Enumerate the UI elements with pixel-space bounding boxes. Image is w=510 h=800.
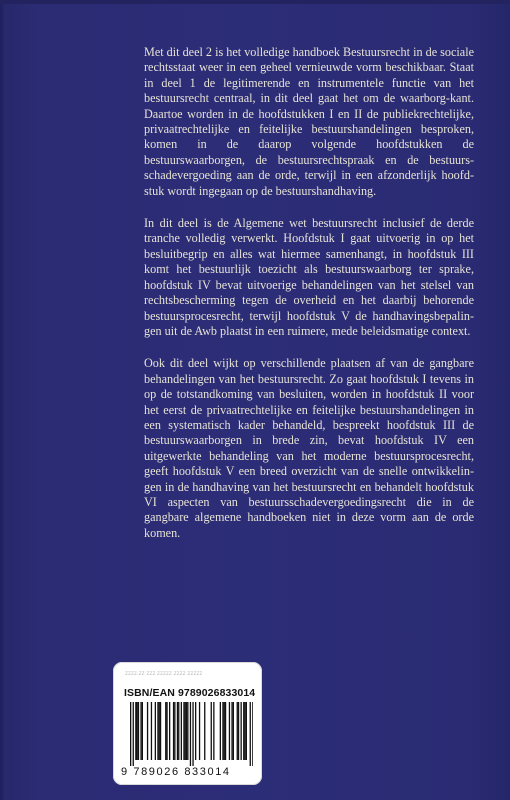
barcode-digits: 9 789026 833014 xyxy=(121,766,231,778)
barcode-bar xyxy=(160,702,161,760)
barcode-bar xyxy=(237,702,238,760)
barcode-bar xyxy=(130,702,131,766)
barcode-bar xyxy=(187,702,188,760)
barcode-sticker xyxy=(113,662,262,785)
barcode-bar xyxy=(229,702,230,760)
barcode-bar xyxy=(140,702,141,760)
sticker-faint-text: zzzz.zz zzz zzzzz zzzz zzzzz xyxy=(125,671,203,677)
barcode-bar xyxy=(155,702,156,760)
barcode-bar xyxy=(159,702,160,760)
barcode-bar xyxy=(178,702,179,760)
barcode-bar xyxy=(238,702,239,760)
barcode-bar xyxy=(157,702,158,760)
barcode-bar xyxy=(174,702,175,760)
barcode-bar xyxy=(166,702,167,760)
barcode-bar xyxy=(142,702,143,760)
barcode-bar xyxy=(151,702,152,760)
barcode-bar xyxy=(199,702,200,760)
barcode-bar xyxy=(252,702,253,766)
barcode-bar xyxy=(185,702,186,760)
barcode-bar xyxy=(195,702,196,760)
barcode-bar xyxy=(135,702,136,760)
blurb-text xyxy=(144,45,474,558)
barcode-icon xyxy=(123,702,253,766)
barcode-bar xyxy=(233,702,234,760)
barcode-bar xyxy=(213,702,214,760)
blurb-paragraph-3: Ook dit deel wijkt op verschillende plaatsen af van de gangbare behandelingen van het bestuursrecht. Zo gaat hoofdstuk I tevens in op de totstandkoming van besluiten, worden in hoofdstuk II voor het eerst de privaatrechtelijke en feitelijke bestuurshandelingen in een systematisch kader behandeld, bespreekt hoofdstuk III de bestuurswaarborgen in brede zin, bevat hoofdstuk IV een uitgewerkte behandeling van het moderne bestuursprocesrecht, geeft hoofdstuk V een breed overzicht van de snelle ontwikkelingen in de handhaving van het bestuursrecht en behandelt hoofdstuk VI aspecten van bestuursschadevergoedingsrecht die in de gangbare algemene handboeken niet in deze vorm aan de orde komen. xyxy=(144,356,474,540)
barcode-bar xyxy=(241,702,242,760)
barcode-bar xyxy=(211,702,212,760)
barcode-bar xyxy=(137,702,138,760)
spine-edge xyxy=(0,0,6,800)
barcode-bar xyxy=(169,702,170,760)
barcode-bar xyxy=(220,702,221,760)
barcode-bar xyxy=(204,702,205,760)
barcode-bar xyxy=(192,702,193,766)
barcode-bar xyxy=(147,702,148,760)
barcode-bar xyxy=(224,702,225,760)
barcode-bar xyxy=(246,702,247,760)
blurb-paragraph-2: In dit deel is de Algemene wet bestuursrecht inclusief de derde tranche volledig verwerkt. Hoofdstuk I gaat uitvoerig in op het besluitbegrip en alles wat hiermee samenhangt, in hoofdstuk III komt het bestuurlijk toezicht als bestuurswaarborg ter sprake, hoofdstuk IV bevat uitvoerige behandelingen van het stelsel van rechtsbescherming tegen de overheid en het daarbij behorende bestuursprocesrecht, terwijl hoofdstuk V de handhavingsbepalingen uit de Awb plaatst in een ruimere, mede beleidsmatige context. xyxy=(144,216,474,338)
blurb-paragraph-1: Met dit deel 2 is het volledige handboek Bestuursrecht in de sociale rechtsstaat weer in een geheel vernieuwde vorm beschikbaar. Staat in deel 1 de legitimerende en instrumentele functie van het bestuursrecht centraal, in dit deel gaat het om de waarborg-kant. Daartoe worden in de hoofdstukken I en II de publiekrechtelijke, privaatrechtelijke en feitelijke bestuurshandelingen besproken, komen in de daarop volgende hoofdstukken de bestuurswaarborgen, de bestuursrechtspraak en de bestuursschadevergoeding aan de orde, terwijl in een afzonderlijk hoofdstuk wordt ingegaan op de bestuurshandhaving. xyxy=(144,45,474,198)
barcode-bar xyxy=(133,702,134,766)
barcode-bar xyxy=(181,702,182,760)
barcode-bar xyxy=(186,702,187,760)
barcode-bar xyxy=(165,702,166,760)
barcode-bar xyxy=(231,702,232,760)
barcode-bar xyxy=(173,702,174,760)
barcode-bar xyxy=(244,702,245,760)
barcode-bar xyxy=(177,702,178,760)
barcode-bar xyxy=(250,702,251,766)
barcode-bar xyxy=(183,702,184,760)
barcode-bar xyxy=(243,702,244,760)
barcode-bar xyxy=(222,702,223,760)
barcode-bar xyxy=(190,702,191,766)
barcode-bar xyxy=(138,702,139,760)
isbn-label: ISBN/EAN 9789026833014 xyxy=(124,687,256,699)
top-edge xyxy=(0,0,510,4)
barcode-bar xyxy=(225,702,226,760)
